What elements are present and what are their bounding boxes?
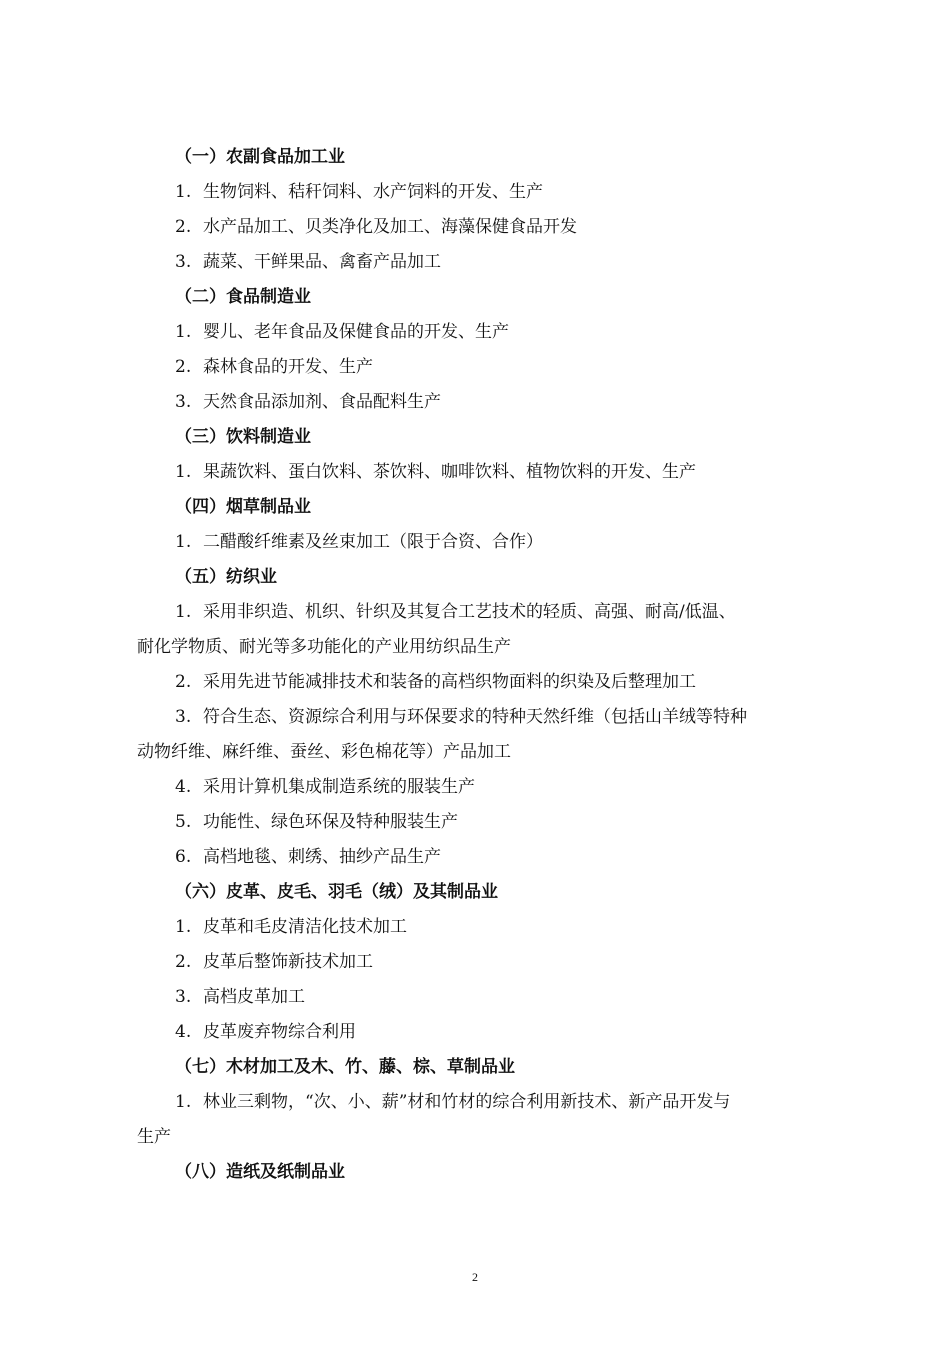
list-item bbox=[137, 455, 817, 490]
section-heading: （五）纺织业 bbox=[175, 567, 277, 587]
item-text: 符合生态、资源综合利用与环保要求的特种天然纤维（包括山羊绒等特种 bbox=[203, 707, 747, 727]
item-number: 3. bbox=[175, 252, 192, 272]
item-number: 1. bbox=[175, 462, 192, 482]
item-text: 生物饲料、秸秆饲料、水产饲料的开发、生产 bbox=[203, 182, 543, 202]
item-text: 皮革废弃物综合利用 bbox=[203, 1022, 356, 1042]
item-text: 皮革和毛皮清洁化技术加工 bbox=[203, 917, 407, 937]
list-item bbox=[137, 175, 817, 210]
list-item bbox=[137, 245, 817, 280]
list-item bbox=[137, 770, 817, 805]
item-text: 婴儿、老年食品及保健食品的开发、生产 bbox=[203, 322, 509, 342]
page-number: 2 bbox=[472, 1270, 478, 1284]
item-number: 3. bbox=[175, 987, 192, 1007]
list-item bbox=[137, 210, 817, 245]
list-item bbox=[137, 385, 817, 420]
item-number: 1. bbox=[175, 1092, 192, 1112]
item-text: 采用计算机集成制造系统的服装生产 bbox=[203, 777, 475, 797]
item-number: 6. bbox=[175, 847, 192, 867]
list-item bbox=[137, 980, 817, 1015]
list-item bbox=[137, 525, 817, 560]
item-text: 水产品加工、贝类净化及加工、海藻保健食品开发 bbox=[203, 217, 577, 237]
item-number: 3. bbox=[175, 392, 192, 412]
list-item-continuation: 生产 bbox=[137, 1127, 171, 1147]
item-number: 1. bbox=[175, 917, 192, 937]
list-item bbox=[137, 700, 817, 735]
item-number: 2. bbox=[175, 357, 192, 377]
item-text: 二醋酸纤维素及丝束加工（限于合资、合作） bbox=[203, 532, 543, 552]
list-item bbox=[137, 805, 817, 840]
item-number: 1. bbox=[175, 182, 192, 202]
section-heading: （四）烟草制品业 bbox=[175, 497, 311, 517]
item-text: 天然食品添加剂、食品配料生产 bbox=[203, 392, 441, 412]
item-text: 高档地毯、刺绣、抽纱产品生产 bbox=[203, 847, 441, 867]
list-item bbox=[137, 595, 817, 630]
section-heading: （三）饮料制造业 bbox=[175, 427, 311, 447]
list-item bbox=[137, 315, 817, 350]
list-item bbox=[137, 910, 817, 945]
list-item bbox=[137, 840, 817, 875]
list-item-continuation: 耐化学物质、耐光等多功能化的产业用纺织品生产 bbox=[137, 637, 511, 657]
document-body bbox=[137, 140, 817, 1190]
item-text: 采用非织造、机织、针织及其复合工艺技术的轻质、高强、耐高/低温、 bbox=[203, 602, 736, 622]
item-text: 皮革后整饰新技术加工 bbox=[203, 952, 373, 972]
item-text: 果蔬饮料、蛋白饮料、茶饮料、咖啡饮料、植物饮料的开发、生产 bbox=[203, 462, 696, 482]
item-text: 采用先进节能减排技术和装备的高档织物面料的织染及后整理加工 bbox=[203, 672, 696, 692]
item-number: 4. bbox=[175, 777, 192, 797]
list-item-continuation: 动物纤维、麻纤维、蚕丝、彩色棉花等）产品加工 bbox=[137, 742, 511, 762]
list-item bbox=[137, 350, 817, 385]
item-number: 5. bbox=[175, 812, 192, 832]
item-text: 功能性、绿色环保及特种服装生产 bbox=[203, 812, 458, 832]
item-text: 高档皮革加工 bbox=[203, 987, 305, 1007]
item-number: 1. bbox=[175, 602, 192, 622]
section-heading: （六）皮革、皮毛、羽毛（绒）及其制品业 bbox=[175, 882, 498, 902]
item-number: 2. bbox=[175, 217, 192, 237]
item-number: 4. bbox=[175, 1022, 192, 1042]
list-item bbox=[137, 665, 817, 700]
list-item bbox=[137, 1085, 817, 1120]
item-number: 1. bbox=[175, 322, 192, 342]
list-item bbox=[137, 1015, 817, 1050]
item-number: 3. bbox=[175, 707, 192, 727]
section-heading: （一）农副食品加工业 bbox=[175, 147, 345, 167]
item-number: 2. bbox=[175, 672, 192, 692]
item-text: 蔬菜、干鲜果品、禽畜产品加工 bbox=[203, 252, 441, 272]
section-heading: （七）木材加工及木、竹、藤、棕、草制品业 bbox=[175, 1057, 515, 1077]
item-text: 森林食品的开发、生产 bbox=[203, 357, 373, 377]
item-text: 林业三剩物，“次、小、薪”材和竹材的综合利用新技术、新产品开发与 bbox=[203, 1092, 731, 1112]
item-number: 1. bbox=[175, 532, 192, 552]
list-item bbox=[137, 945, 817, 980]
section-heading: （八）造纸及纸制品业 bbox=[175, 1162, 345, 1182]
item-number: 2. bbox=[175, 952, 192, 972]
section-heading: （二）食品制造业 bbox=[175, 287, 311, 307]
